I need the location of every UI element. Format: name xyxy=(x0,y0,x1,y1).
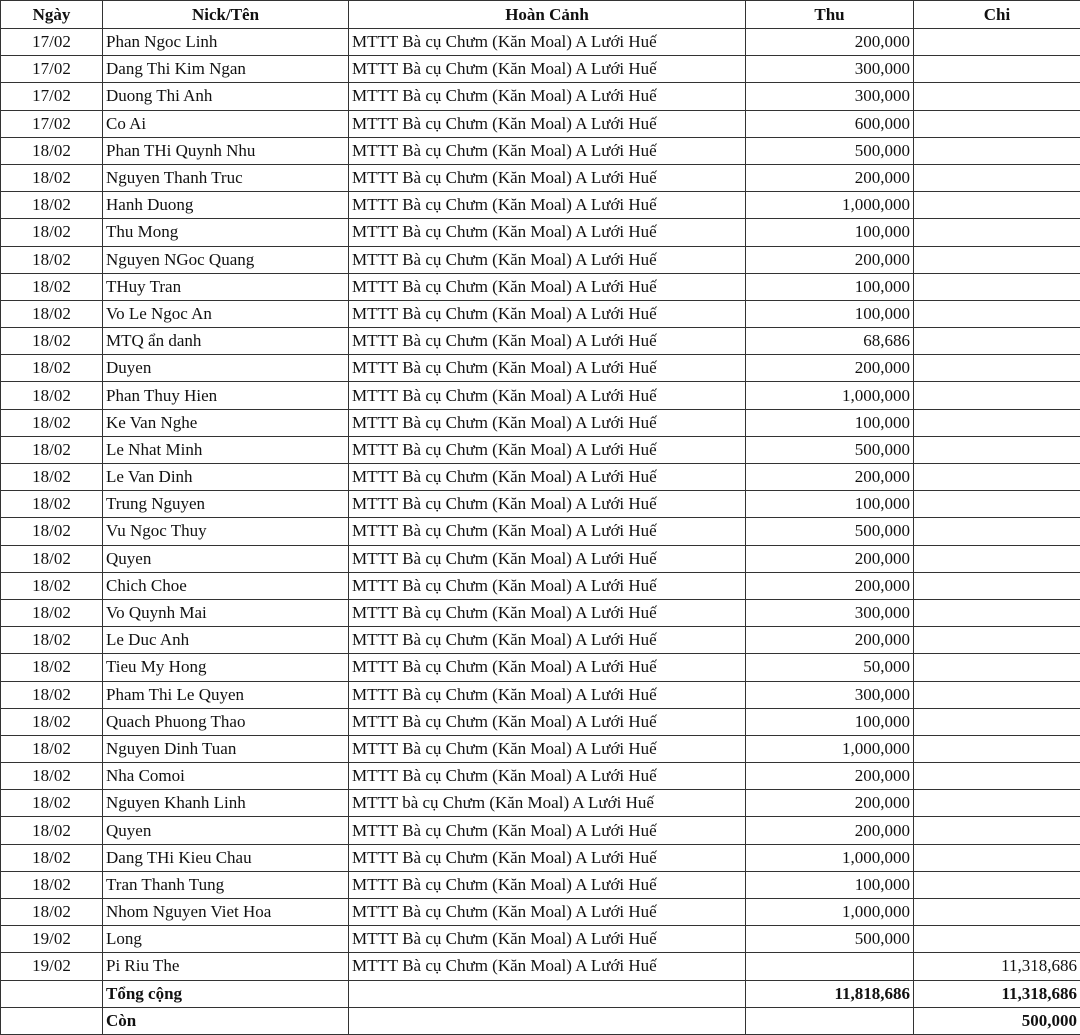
cell-purpose: MTTT Bà cụ Chưm (Kăn Moal) A Lưới Huế xyxy=(349,436,746,463)
cell-name: Phan Ngoc Linh xyxy=(103,29,349,56)
table-row xyxy=(1,464,1080,491)
cell-income xyxy=(746,953,914,980)
total-row xyxy=(1,980,1080,1007)
cell-date: 18/02 xyxy=(1,599,103,626)
cell-date: 18/02 xyxy=(1,681,103,708)
table-row xyxy=(1,164,1080,191)
cell-name: Duyen xyxy=(103,355,349,382)
cell-date: 18/02 xyxy=(1,300,103,327)
cell-purpose: MTTT Bà cụ Chưm (Kăn Moal) A Lưới Huế xyxy=(349,545,746,572)
cell-income: 100,000 xyxy=(746,273,914,300)
cell-name: MTQ ẩn danh xyxy=(103,328,349,355)
header-name: Nick/Tên xyxy=(103,1,349,29)
cell-expense xyxy=(914,926,1080,953)
cell-income: 300,000 xyxy=(746,599,914,626)
table-row xyxy=(1,491,1080,518)
cell-purpose: MTTT Bà cụ Chưm (Kăn Moal) A Lưới Huế xyxy=(349,382,746,409)
cell-purpose: MTTT Bà cụ Chưm (Kăn Moal) A Lưới Huế xyxy=(349,164,746,191)
cell-income: 200,000 xyxy=(746,763,914,790)
cell-purpose: MTTT Bà cụ Chưm (Kăn Moal) A Lưới Huế xyxy=(349,871,746,898)
cell-purpose: MTTT Bà cụ Chưm (Kăn Moal) A Lưới Huế xyxy=(349,817,746,844)
cell-date: 18/02 xyxy=(1,464,103,491)
cell-income: 1,000,000 xyxy=(746,844,914,871)
cell-expense xyxy=(914,110,1080,137)
cell-purpose: MTTT Bà cụ Chưm (Kăn Moal) A Lưới Huế xyxy=(349,708,746,735)
cell-purpose: MTTT Bà cụ Chưm (Kăn Moal) A Lưới Huế xyxy=(349,681,746,708)
cell-expense xyxy=(914,545,1080,572)
table-row xyxy=(1,355,1080,382)
cell-income: 1,000,000 xyxy=(746,899,914,926)
cell-purpose: MTTT Bà cụ Chưm (Kăn Moal) A Lưới Huế xyxy=(349,56,746,83)
cell-purpose: MTTT Bà cụ Chưm (Kăn Moal) A Lưới Huế xyxy=(349,518,746,545)
cell-expense xyxy=(914,300,1080,327)
cell-income: 11,818,686 xyxy=(746,980,914,1007)
table-row xyxy=(1,436,1080,463)
cell-purpose: MTTT Bà cụ Chưm (Kăn Moal) A Lưới Huế xyxy=(349,219,746,246)
cell-purpose: MTTT Bà cụ Chưm (Kăn Moal) A Lưới Huế xyxy=(349,110,746,137)
cell-expense xyxy=(914,56,1080,83)
cell-date: 18/02 xyxy=(1,355,103,382)
cell-expense xyxy=(914,844,1080,871)
cell-date: 18/02 xyxy=(1,246,103,273)
cell-income: 1,000,000 xyxy=(746,192,914,219)
cell-expense xyxy=(914,735,1080,762)
table-row xyxy=(1,518,1080,545)
cell-income: 500,000 xyxy=(746,137,914,164)
cell-expense xyxy=(914,681,1080,708)
cell-name: Phan THi Quynh Nhu xyxy=(103,137,349,164)
cell-name: Nguyen Khanh Linh xyxy=(103,790,349,817)
cell-income: 100,000 xyxy=(746,491,914,518)
cell-date: 18/02 xyxy=(1,137,103,164)
cell-name: Pham Thi Le Quyen xyxy=(103,681,349,708)
cell-expense xyxy=(914,164,1080,191)
cell-purpose: MTTT Bà cụ Chưm (Kăn Moal) A Lưới Huế xyxy=(349,192,746,219)
table-row xyxy=(1,382,1080,409)
cell-date: 18/02 xyxy=(1,899,103,926)
cell-expense xyxy=(914,627,1080,654)
cell-income: 600,000 xyxy=(746,110,914,137)
cell-name: Nhom Nguyen Viet Hoa xyxy=(103,899,349,926)
cell-name: Dang Thi Kim Ngan xyxy=(103,56,349,83)
cell-expense xyxy=(914,708,1080,735)
table-row xyxy=(1,681,1080,708)
table-row xyxy=(1,83,1080,110)
cell-expense xyxy=(914,29,1080,56)
table-body xyxy=(1,29,1080,1035)
table-row xyxy=(1,545,1080,572)
cell-expense xyxy=(914,355,1080,382)
table-row xyxy=(1,926,1080,953)
cell-expense xyxy=(914,219,1080,246)
cell-name: Tran Thanh Tung xyxy=(103,871,349,898)
cell-purpose: MTTT Bà cụ Chưm (Kăn Moal) A Lưới Huế xyxy=(349,409,746,436)
cell-purpose: MTTT Bà cụ Chưm (Kăn Moal) A Lưới Huế xyxy=(349,844,746,871)
cell-purpose: MTTT Bà cụ Chưm (Kăn Moal) A Lưới Huế xyxy=(349,763,746,790)
cell-purpose xyxy=(349,1007,746,1034)
cell-expense xyxy=(914,899,1080,926)
cell-name: Hanh Duong xyxy=(103,192,349,219)
cell-purpose: MTTT Bà cụ Chưm (Kăn Moal) A Lưới Huế xyxy=(349,926,746,953)
cell-name: Trung Nguyen xyxy=(103,491,349,518)
cell-name: Duong Thi Anh xyxy=(103,83,349,110)
cell-expense xyxy=(914,871,1080,898)
cell-expense xyxy=(914,599,1080,626)
table-row xyxy=(1,328,1080,355)
table-row xyxy=(1,29,1080,56)
table-row xyxy=(1,273,1080,300)
cell-name: Tổng cộng xyxy=(103,980,349,1007)
cell-income: 200,000 xyxy=(746,790,914,817)
cell-expense xyxy=(914,572,1080,599)
cell-income: 100,000 xyxy=(746,871,914,898)
cell-date: 17/02 xyxy=(1,110,103,137)
cell-date: 18/02 xyxy=(1,627,103,654)
cell-date: 18/02 xyxy=(1,654,103,681)
cell-date: 18/02 xyxy=(1,817,103,844)
cell-purpose: MTTT Bà cụ Chưm (Kăn Moal) A Lưới Huế xyxy=(349,572,746,599)
cell-income: 68,686 xyxy=(746,328,914,355)
cell-income: 1,000,000 xyxy=(746,735,914,762)
cell-date: 18/02 xyxy=(1,192,103,219)
cell-expense xyxy=(914,763,1080,790)
cell-date: 19/02 xyxy=(1,926,103,953)
cell-income: 200,000 xyxy=(746,545,914,572)
cell-date: 18/02 xyxy=(1,844,103,871)
cell-purpose: MTTT bà cụ Chưm (Kăn Moal) A Lưới Huế xyxy=(349,790,746,817)
header-expense: Chi xyxy=(914,1,1080,29)
cell-date: 18/02 xyxy=(1,790,103,817)
total-row xyxy=(1,1007,1080,1034)
cell-name: Vo Le Ngoc An xyxy=(103,300,349,327)
cell-purpose xyxy=(349,980,746,1007)
cell-name: Quyen xyxy=(103,817,349,844)
cell-expense xyxy=(914,491,1080,518)
cell-date: 17/02 xyxy=(1,83,103,110)
cell-purpose: MTTT Bà cụ Chưm (Kăn Moal) A Lưới Huế xyxy=(349,599,746,626)
cell-expense xyxy=(914,382,1080,409)
cell-date: 18/02 xyxy=(1,708,103,735)
cell-date: 18/02 xyxy=(1,219,103,246)
cell-name: Le Nhat Minh xyxy=(103,436,349,463)
cell-income: 200,000 xyxy=(746,246,914,273)
cell-name: Nha Comoi xyxy=(103,763,349,790)
cell-date: 17/02 xyxy=(1,29,103,56)
cell-expense xyxy=(914,436,1080,463)
cell-expense xyxy=(914,790,1080,817)
table-row xyxy=(1,871,1080,898)
cell-expense xyxy=(914,328,1080,355)
cell-name: Le Duc Anh xyxy=(103,627,349,654)
cell-date: 18/02 xyxy=(1,382,103,409)
cell-name: Le Van Dinh xyxy=(103,464,349,491)
cell-income: 200,000 xyxy=(746,817,914,844)
table-row xyxy=(1,300,1080,327)
table-row xyxy=(1,735,1080,762)
cell-income: 200,000 xyxy=(746,164,914,191)
table-row xyxy=(1,708,1080,735)
cell-purpose: MTTT Bà cụ Chưm (Kăn Moal) A Lưới Huế xyxy=(349,355,746,382)
cell-purpose: MTTT Bà cụ Chưm (Kăn Moal) A Lưới Huế xyxy=(349,83,746,110)
cell-name: Quach Phuong Thao xyxy=(103,708,349,735)
header-income: Thu xyxy=(746,1,914,29)
header-date: Ngày xyxy=(1,1,103,29)
header-row xyxy=(1,1,1080,29)
cell-date: 18/02 xyxy=(1,545,103,572)
cell-income: 500,000 xyxy=(746,518,914,545)
header-purpose: Hoàn Cảnh xyxy=(349,1,746,29)
cell-name: THuy Tran xyxy=(103,273,349,300)
table-row xyxy=(1,627,1080,654)
cell-purpose: MTTT Bà cụ Chưm (Kăn Moal) A Lưới Huế xyxy=(349,627,746,654)
cell-purpose: MTTT Bà cụ Chưm (Kăn Moal) A Lưới Huế xyxy=(349,246,746,273)
cell-purpose: MTTT Bà cụ Chưm (Kăn Moal) A Lưới Huế xyxy=(349,273,746,300)
cell-date: 18/02 xyxy=(1,491,103,518)
cell-name: Co Ai xyxy=(103,110,349,137)
cell-expense xyxy=(914,817,1080,844)
cell-date: 18/02 xyxy=(1,273,103,300)
table-row xyxy=(1,953,1080,980)
cell-date: 18/02 xyxy=(1,518,103,545)
cell-income: 500,000 xyxy=(746,926,914,953)
cell-purpose: MTTT Bà cụ Chưm (Kăn Moal) A Lưới Huế xyxy=(349,464,746,491)
table-row xyxy=(1,899,1080,926)
table-row xyxy=(1,844,1080,871)
cell-date: 18/02 xyxy=(1,572,103,599)
cell-date xyxy=(1,980,103,1007)
cell-date: 18/02 xyxy=(1,735,103,762)
cell-date: 19/02 xyxy=(1,953,103,980)
cell-income: 100,000 xyxy=(746,300,914,327)
cell-date: 18/02 xyxy=(1,436,103,463)
cell-name: Vu Ngoc Thuy xyxy=(103,518,349,545)
cell-expense xyxy=(914,246,1080,273)
cell-name: Thu Mong xyxy=(103,219,349,246)
cell-purpose: MTTT Bà cụ Chưm (Kăn Moal) A Lưới Huế xyxy=(349,328,746,355)
cell-income: 1,000,000 xyxy=(746,382,914,409)
table-row xyxy=(1,56,1080,83)
table-row xyxy=(1,192,1080,219)
cell-name: Quyen xyxy=(103,545,349,572)
table-row xyxy=(1,572,1080,599)
table-row xyxy=(1,817,1080,844)
cell-purpose: MTTT Bà cụ Chưm (Kăn Moal) A Lưới Huế xyxy=(349,735,746,762)
cell-date: 18/02 xyxy=(1,328,103,355)
cell-income: 50,000 xyxy=(746,654,914,681)
cell-date: 17/02 xyxy=(1,56,103,83)
cell-name: Pi Riu The xyxy=(103,953,349,980)
table-row xyxy=(1,219,1080,246)
cell-income: 200,000 xyxy=(746,355,914,382)
cell-purpose: MTTT Bà cụ Chưm (Kăn Moal) A Lưới Huế xyxy=(349,137,746,164)
cell-income: 100,000 xyxy=(746,708,914,735)
cell-income: 200,000 xyxy=(746,464,914,491)
cell-date: 18/02 xyxy=(1,409,103,436)
cell-income: 100,000 xyxy=(746,219,914,246)
cell-name: Nguyen Dinh Tuan xyxy=(103,735,349,762)
cell-expense xyxy=(914,654,1080,681)
cell-name: Vo Quynh Mai xyxy=(103,599,349,626)
cell-name: Nguyen Thanh Truc xyxy=(103,164,349,191)
cell-name: Ke Van Nghe xyxy=(103,409,349,436)
cell-purpose: MTTT Bà cụ Chưm (Kăn Moal) A Lưới Huế xyxy=(349,899,746,926)
cell-income xyxy=(746,1007,914,1034)
cell-name: Chich Choe xyxy=(103,572,349,599)
cell-income: 200,000 xyxy=(746,29,914,56)
cell-date: 18/02 xyxy=(1,763,103,790)
cell-name: Còn xyxy=(103,1007,349,1034)
cell-income: 300,000 xyxy=(746,681,914,708)
cell-name: Long xyxy=(103,926,349,953)
cell-expense xyxy=(914,464,1080,491)
cell-purpose: MTTT Bà cụ Chưm (Kăn Moal) A Lưới Huế xyxy=(349,491,746,518)
cell-income: 100,000 xyxy=(746,409,914,436)
cell-expense: 500,000 xyxy=(914,1007,1080,1034)
cell-income: 300,000 xyxy=(746,56,914,83)
cell-expense: 11,318,686 xyxy=(914,953,1080,980)
cell-name: Dang THi Kieu Chau xyxy=(103,844,349,871)
table-row xyxy=(1,137,1080,164)
table-row xyxy=(1,110,1080,137)
cell-expense: 11,318,686 xyxy=(914,980,1080,1007)
table-row xyxy=(1,790,1080,817)
table-row xyxy=(1,599,1080,626)
cell-date: 18/02 xyxy=(1,871,103,898)
cell-purpose: MTTT Bà cụ Chưm (Kăn Moal) A Lưới Huế xyxy=(349,29,746,56)
cell-expense xyxy=(914,192,1080,219)
cell-expense xyxy=(914,83,1080,110)
cell-income: 300,000 xyxy=(746,83,914,110)
table-row xyxy=(1,246,1080,273)
cell-name: Phan Thuy Hien xyxy=(103,382,349,409)
cell-income: 200,000 xyxy=(746,627,914,654)
cell-expense xyxy=(914,518,1080,545)
cell-purpose: MTTT Bà cụ Chưm (Kăn Moal) A Lưới Huế xyxy=(349,654,746,681)
cell-purpose: MTTT Bà cụ Chưm (Kăn Moal) A Lưới Huế xyxy=(349,300,746,327)
cell-date xyxy=(1,1007,103,1034)
cell-expense xyxy=(914,137,1080,164)
cell-expense xyxy=(914,273,1080,300)
cell-expense xyxy=(914,409,1080,436)
cell-name: Tieu My Hong xyxy=(103,654,349,681)
cell-name: Nguyen NGoc Quang xyxy=(103,246,349,273)
cell-date: 18/02 xyxy=(1,164,103,191)
cell-income: 500,000 xyxy=(746,436,914,463)
table-row xyxy=(1,763,1080,790)
cell-income: 200,000 xyxy=(746,572,914,599)
table-row xyxy=(1,409,1080,436)
table-row xyxy=(1,654,1080,681)
cell-purpose: MTTT Bà cụ Chưm (Kăn Moal) A Lưới Huế xyxy=(349,953,746,980)
